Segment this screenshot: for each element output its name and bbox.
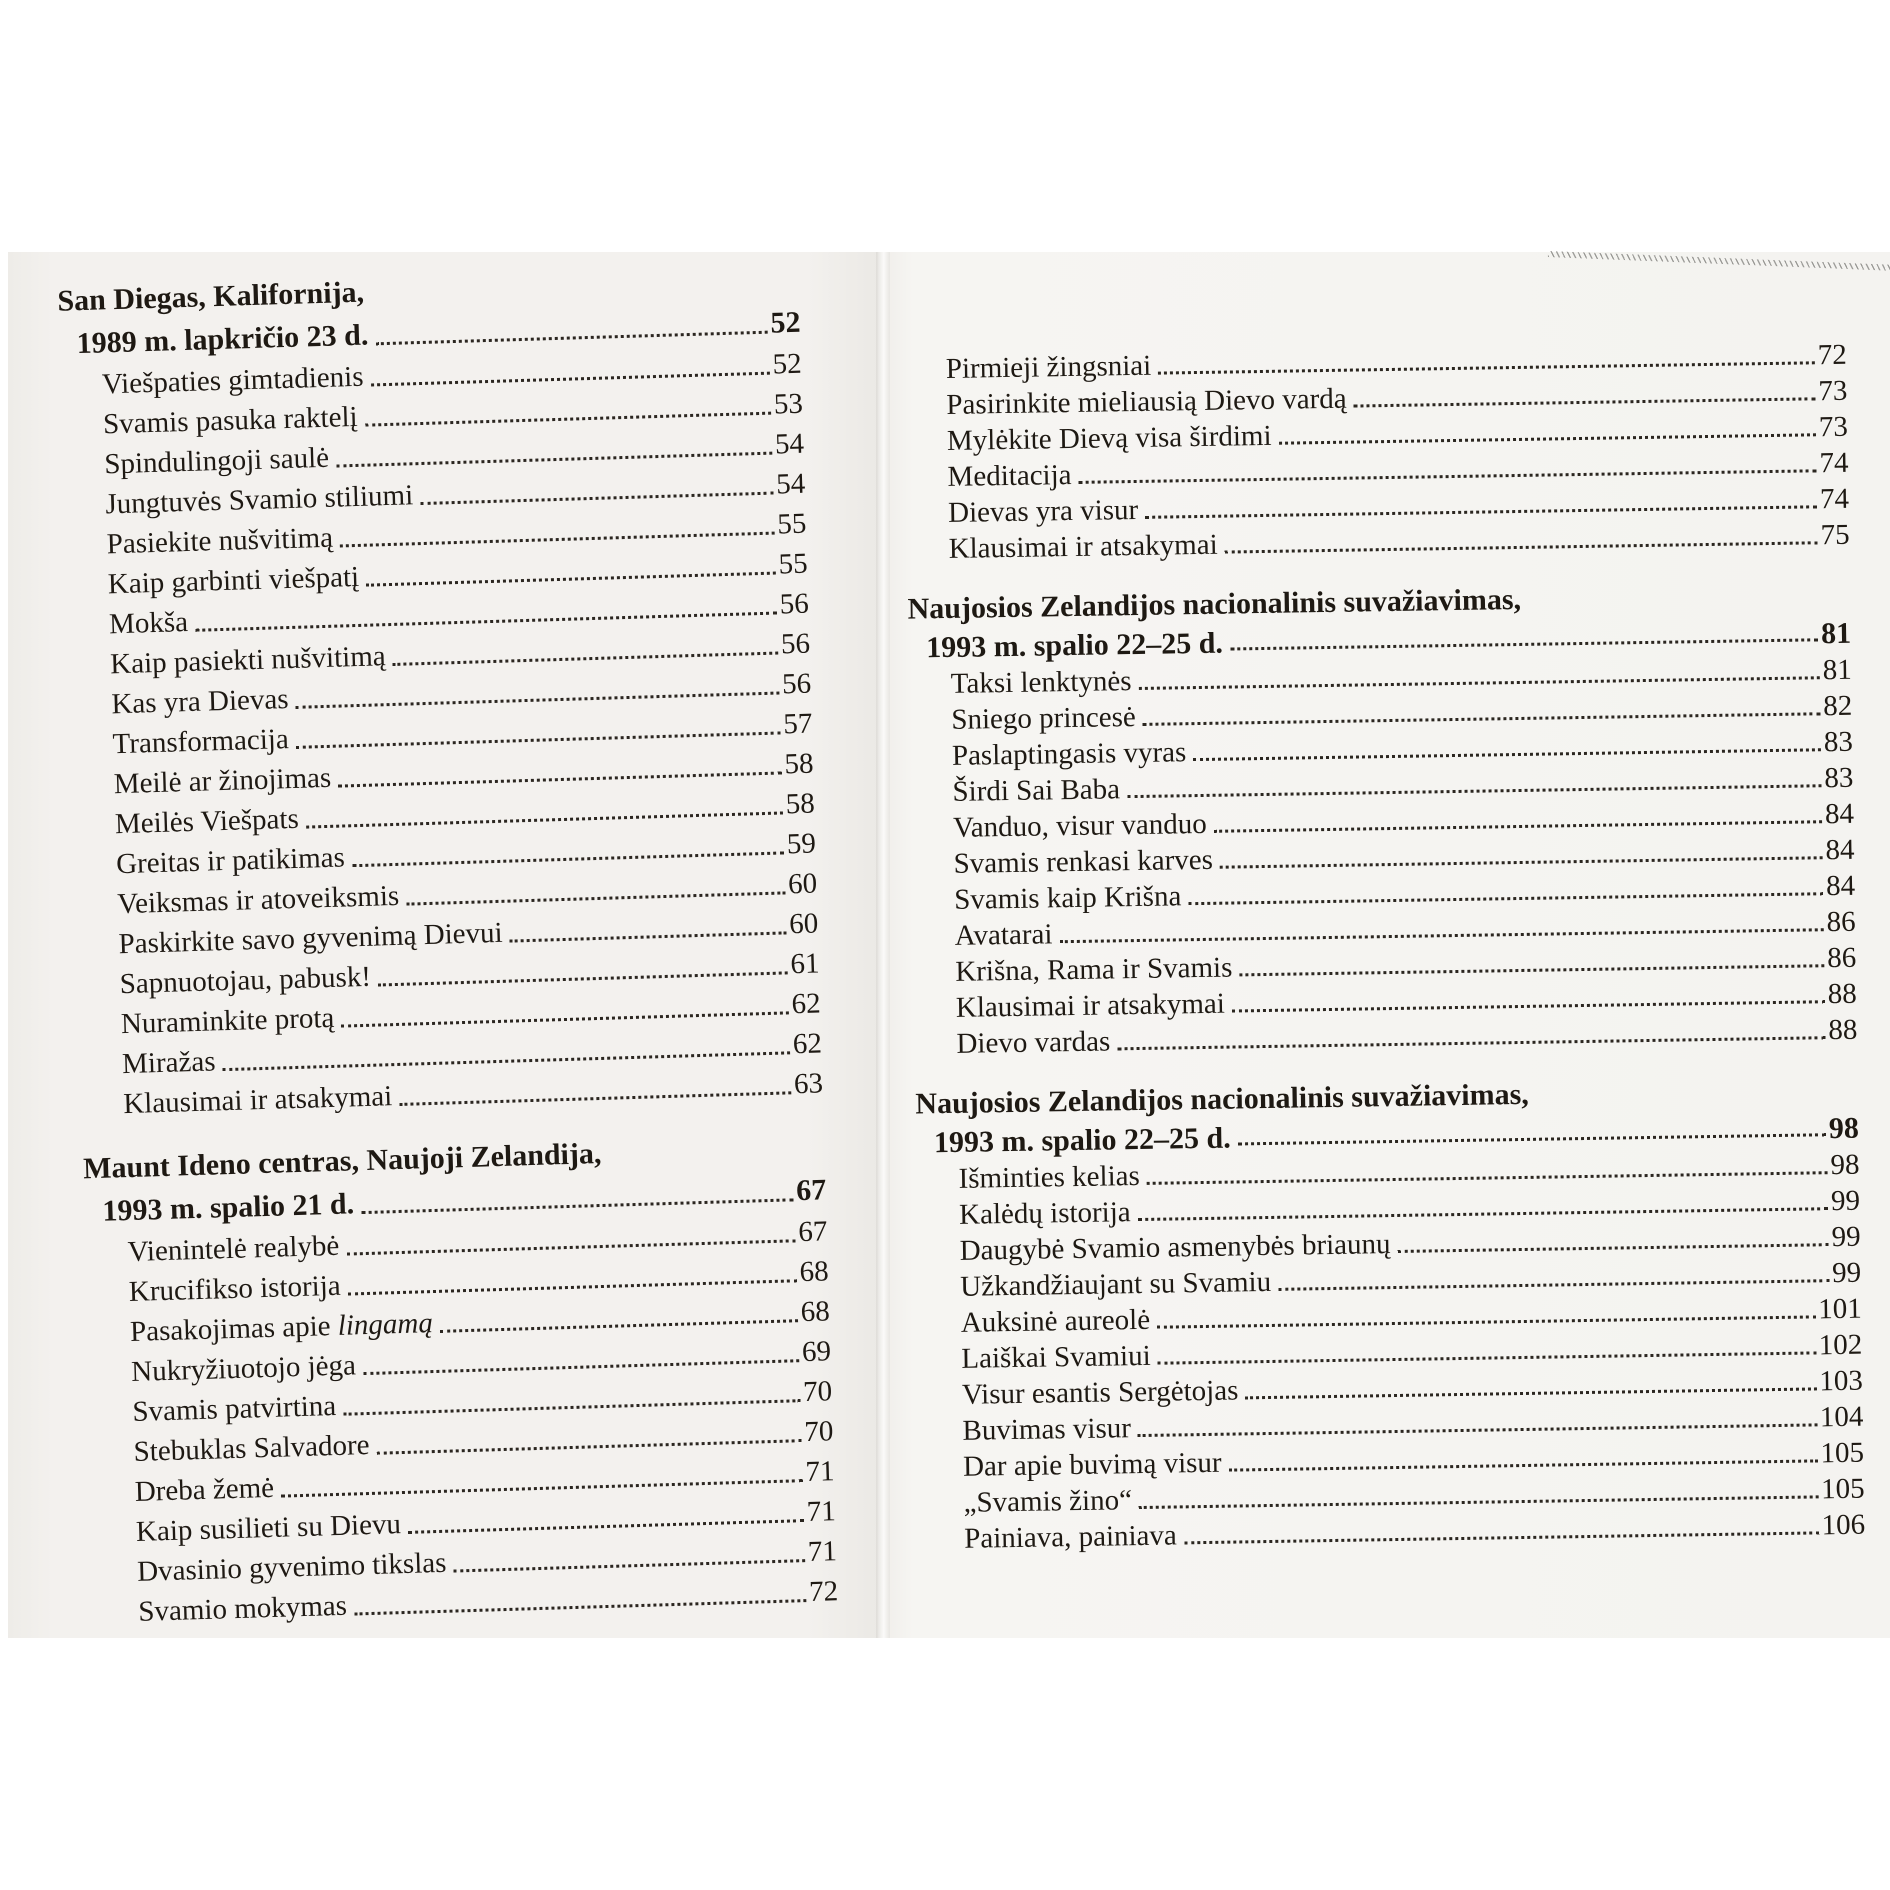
- toc-entry-title: Dievo vardas: [956, 1025, 1111, 1060]
- toc-entry-title: Meditacija: [947, 458, 1072, 493]
- toc-entry-title: Svamis patvirtina: [131, 1389, 337, 1428]
- toc-entry-title: Išminties kelias: [958, 1160, 1141, 1195]
- page-number: 81: [1820, 616, 1852, 651]
- left-page: [8, 252, 878, 1638]
- toc-entry-title: Klausimai ir atsakymai: [122, 1080, 393, 1121]
- page-number: 53: [773, 387, 804, 421]
- dot-leader: [420, 492, 773, 505]
- dot-leader: [1232, 1000, 1825, 1012]
- dot-leader: [406, 891, 785, 905]
- toc-entry-title: Visur esantis Sergėtojas: [961, 1374, 1239, 1411]
- dot-leader: [1193, 748, 1821, 761]
- toc-entry-title: Avatarai: [954, 918, 1053, 952]
- page-number: 84: [1825, 833, 1855, 867]
- toc-entry-title: Užkandžiaujant su Svamiu: [960, 1265, 1272, 1303]
- page-number: 60: [787, 867, 818, 901]
- toc-entry-title: Viešpaties gimtadienis: [101, 360, 364, 401]
- dot-leader: [1220, 856, 1823, 868]
- page-number: 83: [1824, 761, 1854, 795]
- page-number: 99: [1831, 1256, 1862, 1290]
- toc-entry-title: Auksinė aureolė: [960, 1303, 1151, 1339]
- dot-leader: [1238, 1133, 1826, 1145]
- toc-entry-title: Pasirinkite mieliausią Dievo vardą: [946, 382, 1347, 421]
- toc-entry-title: Pasakojimas apie lingamą: [129, 1307, 434, 1349]
- book-spread: [8, 252, 1890, 1638]
- page-number: 102: [1818, 1328, 1863, 1362]
- section-heading-line1: Maunt Ideno centras, Naujoji Zelandija,: [82, 1136, 602, 1186]
- dot-leader: [1184, 1531, 1819, 1544]
- toc-entry-title: Svamis pasuka raktelį: [102, 400, 359, 441]
- page-number: 105: [1820, 1472, 1865, 1506]
- dot-leader: [1230, 638, 1818, 650]
- dot-leader: [1127, 784, 1821, 798]
- page-number: 67: [797, 1215, 828, 1249]
- toc-entry-title: Veiksmas ir atoveiksmis: [116, 879, 400, 921]
- dot-leader: [399, 1091, 791, 1106]
- page-number: 84: [1825, 869, 1856, 903]
- toc-entry-title: Paskirkite savo gyvenimą Dievui: [118, 916, 504, 961]
- toc-section: [907, 573, 1857, 1063]
- page-number: 67: [795, 1173, 827, 1208]
- dot-leader: [361, 1198, 793, 1214]
- page-number: 105: [1820, 1436, 1865, 1470]
- dot-leader: [1060, 928, 1824, 943]
- page-number: 104: [1819, 1400, 1864, 1434]
- toc-entry-list: [904, 337, 1850, 568]
- page-number: 60: [788, 907, 819, 941]
- toc-entry-title: Dreba žemė: [134, 1471, 275, 1508]
- page-number: 71: [805, 1455, 835, 1489]
- dot-leader: [352, 851, 784, 867]
- page-number: 59: [786, 827, 817, 861]
- toc-entry-list: [85, 1211, 839, 1633]
- dot-leader: [363, 1359, 799, 1375]
- right-page: [878, 252, 1890, 1638]
- page-number: 99: [1831, 1220, 1861, 1254]
- dot-leader: [1398, 1243, 1829, 1253]
- toc-entry-title: Sapnuotojau, pabusk!: [119, 960, 372, 1001]
- section-heading-line1: Naujosios Zelandijos nacionalinis suvažiavimas,: [915, 1077, 1530, 1121]
- toc-entry-title: Nuraminkite protą: [120, 1001, 335, 1041]
- dot-leader: [1157, 1315, 1815, 1328]
- toc-entry-title: Širdi Sai Baba: [952, 773, 1121, 808]
- toc-entry-title: Svamio mokymas: [137, 1589, 348, 1628]
- toc-entry-title: Spindulingoji saulė: [103, 441, 330, 481]
- toc-entry-list: [59, 344, 823, 1126]
- dot-leader: [354, 1599, 806, 1615]
- dot-leader: [1188, 892, 1823, 905]
- page-number: 61: [789, 947, 820, 981]
- dot-leader: [1147, 1171, 1828, 1185]
- section-heading-line2: 1993 m. spalio 22–25 d.: [925, 626, 1224, 665]
- page-number: 69: [801, 1335, 832, 1369]
- toc-entry-list: [916, 1147, 1865, 1558]
- left-page-toc: [8, 252, 878, 1635]
- page-number: 62: [791, 987, 822, 1021]
- toc-entry-title: Greitas ir patikimas: [115, 841, 346, 881]
- page-number: 86: [1826, 905, 1856, 939]
- page-number: 56: [779, 587, 810, 621]
- page-number: 74: [1819, 446, 1849, 480]
- dot-leader: [1239, 964, 1824, 976]
- dot-leader: [336, 452, 772, 468]
- page-number: 55: [776, 507, 807, 541]
- toc-entry-title: Pirmieji žingsniai: [945, 349, 1152, 385]
- toc-entry-title: Kaip garbinti viešpatį: [107, 560, 360, 601]
- page-number: 52: [769, 305, 801, 340]
- page-number: 62: [792, 1027, 823, 1061]
- dot-leader: [366, 572, 776, 587]
- toc-section: [57, 258, 824, 1126]
- page-number: 98: [1828, 1111, 1860, 1146]
- dot-leader: [393, 652, 778, 666]
- page-number: 101: [1817, 1292, 1862, 1326]
- page-number: 52: [772, 347, 803, 381]
- dot-leader: [1117, 1036, 1825, 1050]
- page-number: 88: [1828, 1013, 1858, 1047]
- section-heading-line1: Naujosios Zelandijos nacionalinis suvažiavimas,: [907, 582, 1522, 626]
- page-number: 83: [1823, 725, 1854, 759]
- dot-leader: [341, 1011, 788, 1027]
- section-heading-line2: 1989 m. lapkričio 23 d.: [76, 318, 369, 361]
- toc-entry-title: Meilė ar žinojimas: [113, 761, 332, 801]
- dot-leader: [1145, 505, 1817, 519]
- dot-leader: [377, 1439, 802, 1455]
- toc-section: [915, 1068, 1865, 1558]
- page-number: 74: [1819, 482, 1850, 516]
- dot-leader: [1138, 1207, 1828, 1221]
- dot-leader: [1229, 1459, 1818, 1471]
- dot-leader: [1354, 397, 1816, 407]
- toc-entry-title: Jungtuvės Svamio stiliumi: [105, 479, 414, 521]
- page-number: 73: [1818, 374, 1848, 408]
- page-number: 57: [782, 707, 813, 741]
- page-number: 56: [780, 627, 811, 661]
- page-number: 88: [1827, 977, 1858, 1011]
- toc-entry-title: Daugybė Svamio asmenybės briaunų: [959, 1228, 1391, 1267]
- toc-entry-title: Miražas: [121, 1045, 216, 1081]
- page-number: 106: [1821, 1508, 1866, 1542]
- toc-entry-title: Kaip pasiekti nušvitimą: [109, 640, 387, 681]
- toc-entry-title: Svamis renkasi karves: [953, 843, 1214, 880]
- dot-leader: [510, 931, 787, 942]
- page-number: 98: [1830, 1148, 1860, 1182]
- toc-entry-title: Laiškai Svamiui: [961, 1339, 1151, 1375]
- toc-entry-title: Painiava, painiava: [963, 1519, 1178, 1555]
- page-number: 58: [784, 747, 814, 781]
- dot-leader: [348, 1279, 797, 1295]
- right-page-toc: [878, 252, 1890, 1558]
- page-number: 54: [774, 427, 805, 461]
- section-heading-line2: 1993 m. spalio 21 d.: [101, 1187, 355, 1228]
- toc-entry-title: Vienintelė realybė: [127, 1229, 340, 1269]
- dot-leader: [1158, 361, 1815, 374]
- toc-entry-title: Nukryžiuotojo jėga: [130, 1349, 357, 1389]
- toc-entry-title: Klausimai ir atsakymai: [948, 528, 1218, 565]
- page-number: 56: [781, 667, 812, 701]
- dot-leader: [346, 1239, 795, 1255]
- page-number: 68: [799, 1255, 830, 1289]
- page-number: 72: [808, 1575, 839, 1609]
- toc-entry-title: Stebuklas Salvadore: [133, 1428, 370, 1468]
- toc-entry-title: Dar apie buvimą visur: [962, 1446, 1222, 1483]
- dot-leader: [1279, 433, 1816, 444]
- dot-leader: [454, 1559, 806, 1572]
- dot-leader: [1225, 541, 1818, 553]
- toc-entry-title: Transformacija: [112, 723, 290, 761]
- dot-leader: [1214, 820, 1822, 833]
- page-number: 71: [806, 1495, 837, 1529]
- page-number: 55: [778, 547, 809, 581]
- dot-leader: [1079, 469, 1817, 484]
- toc-entry-title: Dvasinio gyvenimo tikslas: [136, 1546, 447, 1588]
- dot-leader: [408, 1519, 804, 1534]
- page-number: 99: [1830, 1184, 1861, 1218]
- toc-section: [83, 1125, 839, 1633]
- dot-leader: [1139, 676, 1820, 690]
- dot-leader: [1143, 712, 1821, 726]
- dot-leader: [1139, 1495, 1818, 1509]
- toc-entry-title: Svamis kaip Krišna: [953, 880, 1182, 916]
- dot-leader: [1245, 1387, 1816, 1399]
- toc-entry-title: Meilės Viešpats: [114, 802, 300, 841]
- toc-entry-title: „Svamis žino“: [963, 1484, 1133, 1519]
- page-number: 75: [1820, 518, 1850, 552]
- page-number: 73: [1818, 410, 1849, 444]
- toc-entry-title: Pasiekite nušvitimą: [106, 521, 334, 561]
- page-number: 70: [803, 1415, 834, 1449]
- dot-leader: [371, 372, 770, 387]
- toc-entry-title: Sniego princesė: [951, 701, 1137, 736]
- toc-entry-title: Klausimai ir atsakymai: [955, 987, 1226, 1024]
- page-number: 103: [1819, 1364, 1864, 1398]
- toc-entry-title: Mokša: [108, 606, 189, 641]
- dot-leader: [378, 971, 788, 986]
- section-heading-line2: 1993 m. spalio 22–25 d.: [933, 1121, 1231, 1160]
- page-number: 54: [775, 467, 806, 501]
- toc-entry-title: Vanduo, visur vanduo: [952, 807, 1208, 844]
- dot-leader: [1158, 1351, 1816, 1364]
- toc-entry-title: Kaip susilieti su Dievu: [135, 1508, 402, 1548]
- dot-leader: [338, 771, 781, 787]
- page-number: 82: [1822, 689, 1853, 723]
- dot-leader: [1278, 1279, 1829, 1291]
- page-number: 68: [800, 1295, 831, 1329]
- toc-entry-title: Taksi lenktynės: [950, 665, 1132, 700]
- page-number: 72: [1817, 338, 1847, 372]
- page-number: 63: [793, 1067, 824, 1101]
- page-number: 70: [802, 1375, 833, 1409]
- page-number: 58: [785, 787, 816, 821]
- dot-leader: [376, 331, 768, 346]
- toc-entry-title: Krucifikso istorija: [128, 1269, 342, 1309]
- page-number: 81: [1822, 653, 1852, 687]
- toc-entry-title: Kas yra Dievas: [110, 683, 290, 721]
- toc-entry-title: Dievas yra visur: [947, 493, 1139, 529]
- dot-leader: [340, 532, 775, 548]
- toc-entry-title: Mylėkite Dievą visa širdimi: [946, 419, 1272, 457]
- page-number: 84: [1824, 797, 1855, 831]
- page-number: 71: [807, 1535, 838, 1569]
- page-number: 86: [1826, 941, 1857, 975]
- dot-leader: [440, 1319, 798, 1333]
- dot-leader: [365, 412, 771, 427]
- toc-section: [904, 337, 1850, 568]
- dot-leader: [1138, 1423, 1817, 1437]
- toc-entry-list: [909, 652, 1858, 1063]
- toc-entry-title: Paslaptingasis vyras: [951, 736, 1187, 772]
- section-heading-line1: San Diegas, Kalifornija,: [56, 275, 365, 318]
- toc-entry-title: Krišna, Rama ir Svamis: [955, 951, 1233, 988]
- toc-entry-title: Kalėdų istorija: [958, 1196, 1131, 1231]
- toc-entry-title: Buvimas visur: [962, 1412, 1132, 1447]
